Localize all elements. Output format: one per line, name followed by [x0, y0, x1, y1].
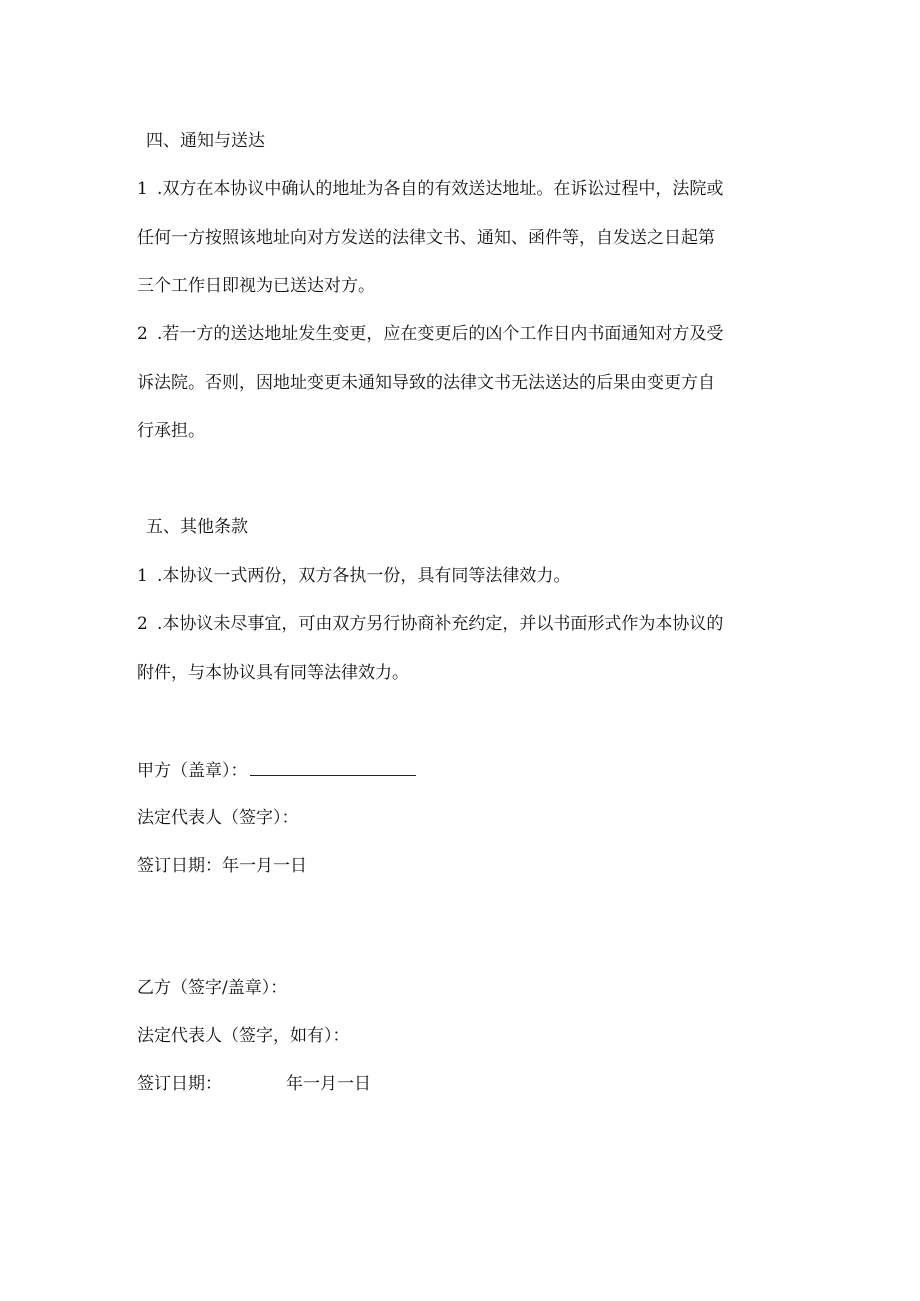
party-b-date-label: 签订日期： — [137, 1074, 222, 1094]
clause-text: .本协议一式两份，双方各执一份，具有同等法律效力。 — [157, 566, 571, 586]
party-a-seal-blank[interactable] — [250, 758, 416, 776]
section-4-item-1-line-1 — [137, 177, 723, 201]
section-4-item-2-line-2: 诉法院。否则，因地址变更未通知导致的法律文书无法送达的后果由变更方自 — [137, 373, 715, 393]
section-5-item-1-line-1 — [137, 564, 570, 588]
party-a-seal-line — [137, 758, 416, 783]
section-4-item-2-line-1 — [137, 322, 723, 346]
party-a-rep-label: 法定代表人（签字）： — [137, 808, 299, 828]
section-4-title: 四、通知与送达 — [146, 131, 265, 151]
item-number: 2 — [137, 324, 148, 344]
clause-text: .本协议未尽事宜，可由双方另行协商补充约定，并以书面形式作为本协议的 — [157, 614, 724, 634]
party-b-date-value: 年一月一日 — [286, 1074, 371, 1094]
clause-text: .若一方的送达地址发生变更，应在变更后的凶个工作日内书面通知对方及受 — [157, 324, 724, 344]
item-number: 2 — [137, 614, 148, 634]
clause-text: .双方在本协议中确认的地址为各自的有效送达地址。在诉讼过程中，法院或 — [157, 179, 724, 199]
party-b-rep-label: 法定代表人（签字，如有）： — [137, 1026, 350, 1046]
party-a-date-label: 签订日期： — [137, 856, 222, 876]
party-a-date-value: 年一月一日 — [222, 856, 307, 876]
item-number: 1 — [137, 566, 148, 586]
party-b-date-line — [137, 1072, 371, 1096]
item-number: 1 — [137, 179, 148, 199]
party-b-seal-label: 乙方（签字/盖章）： — [137, 978, 288, 998]
section-4-item-2-line-3: 行承担。 — [137, 421, 205, 441]
party-a-seal-label: 甲方（盖章）： — [137, 761, 248, 781]
section-5-title: 五、其他条款 — [146, 517, 248, 537]
party-a-date-line — [137, 854, 307, 878]
section-4-item-1-line-2: 任何一方按照该地址向对方发送的法律文书、通知、函件等，自发送之日起第 — [137, 228, 715, 248]
section-5-item-2-line-1 — [137, 612, 723, 636]
section-4-item-1-line-3: 三个工作日即视为已送达对方。 — [137, 276, 375, 296]
section-5-item-2-line-2: 附件，与本协议具有同等法律效力。 — [137, 663, 409, 683]
